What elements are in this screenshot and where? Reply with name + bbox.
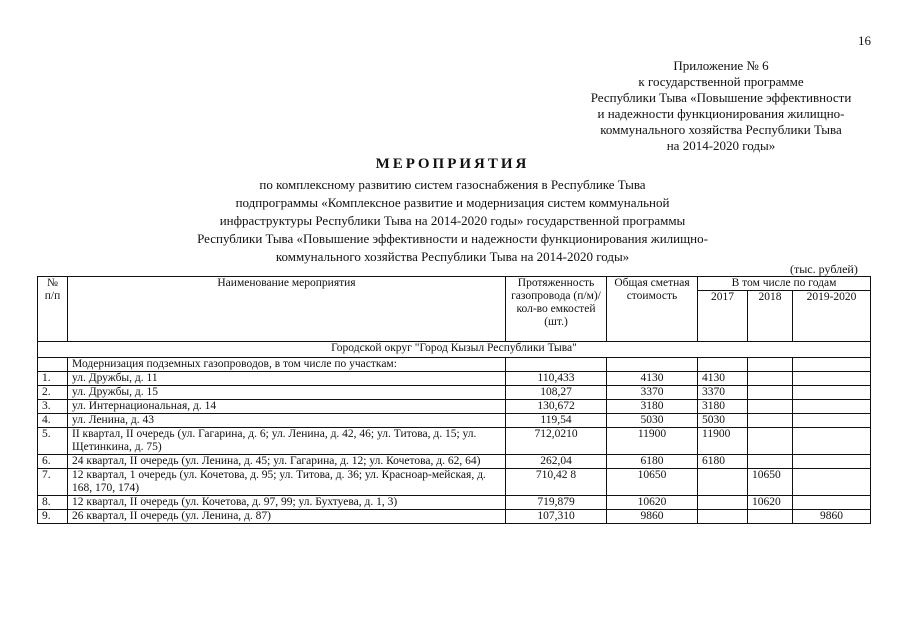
header-years-group: В том числе по годам [698, 277, 871, 291]
row-y2017: 4130 [698, 372, 748, 386]
header-year-2019-2020: 2019-2020 [793, 291, 871, 342]
row-cost: 10650 [607, 469, 698, 496]
row-num: 6. [38, 455, 68, 469]
table-row [38, 455, 871, 469]
row-num: 2. [38, 386, 68, 400]
row-cost: 3370 [607, 386, 698, 400]
appendix-line: к государственной программе [638, 74, 804, 89]
row-num: 3. [38, 400, 68, 414]
row-name: ул. Интернациональная, д. 14 [68, 400, 506, 414]
subtitle-line: подпрограммы «Комплексное развитие и модернизация систем коммунальной [235, 195, 670, 210]
row-name: 12 квартал, 1 очередь (ул. Кочетова, д. 95; ул. Титова, д. 36; ул. Красноар-мейская, д. 168, 170, 174) [68, 469, 506, 496]
row-cost: 6180 [607, 455, 698, 469]
row-name: 24 квартал, II очередь (ул. Ленина, д. 45; ул. Гагарина, д. 12; ул. Кочетова, д. 62, 64) [68, 455, 506, 469]
row-y2017: 3180 [698, 400, 748, 414]
row-y2018 [748, 455, 793, 469]
document-subtitle [90, 176, 815, 266]
row-y2018: 10650 [748, 469, 793, 496]
table-row [38, 496, 871, 510]
row-cost: 4130 [607, 372, 698, 386]
row-num: 8. [38, 496, 68, 510]
row-num: 4. [38, 414, 68, 428]
row-length: 110,433 [506, 372, 607, 386]
appendix-line: Республики Тыва «Повышение эффективности [590, 90, 852, 105]
row-length: 107,310 [506, 510, 607, 524]
subtitle-line: инфраструктуры Республики Тыва на 2014-2020 годы» государственной программы [219, 213, 686, 228]
appendix-block [560, 58, 882, 154]
row-length: 119,54 [506, 414, 607, 428]
table-row [38, 400, 871, 414]
row-y2019 [793, 372, 871, 386]
units-label: (тыс. рублей) [790, 262, 858, 276]
table-header-row [38, 277, 871, 291]
row-y2017: 5030 [698, 414, 748, 428]
subtitle-line: по комплексному развитию систем газоснабжения в Республике Тыва [259, 177, 646, 192]
row-num: 1. [38, 372, 68, 386]
row-y2018: 10620 [748, 496, 793, 510]
row-y2019 [793, 428, 871, 455]
group-title: Модернизация подземных газопроводов, в том числе по участкам: [68, 358, 506, 372]
row-y2019 [793, 386, 871, 400]
row-name: ул. Дружбы, д. 11 [68, 372, 506, 386]
row-cost: 3180 [607, 400, 698, 414]
row-cost: 5030 [607, 414, 698, 428]
row-length: 130,672 [506, 400, 607, 414]
group-y2018 [748, 358, 793, 372]
header-num: № п/п [38, 277, 68, 342]
header-name: Наименование мероприятия [68, 277, 506, 342]
row-length: 719,879 [506, 496, 607, 510]
group-y2019 [793, 358, 871, 372]
row-y2019 [793, 414, 871, 428]
row-y2017: 3370 [698, 386, 748, 400]
row-num: 5. [38, 428, 68, 455]
row-y2018 [748, 386, 793, 400]
header-year-2018: 2018 [748, 291, 793, 342]
row-name: 12 квартал, II очередь (ул. Кочетова, д. 97, 99; ул. Бухтуева, д. 1, 3) [68, 496, 506, 510]
document-title: МЕРОПРИЯТИЯ [375, 156, 530, 172]
row-name: ул. Дружбы, д. 15 [68, 386, 506, 400]
row-y2017: 11900 [698, 428, 748, 455]
row-y2018 [748, 400, 793, 414]
header-length: Протяженность газопровода (п/м)/ кол-во емкостей (шт.) [506, 277, 607, 342]
row-y2017 [698, 496, 748, 510]
row-y2017 [698, 510, 748, 524]
page-number: 16 [858, 33, 871, 48]
appendix-line: Приложение № 6 [673, 58, 769, 73]
row-y2018 [748, 372, 793, 386]
appendix-line: коммунального хозяйства Республики Тыва [600, 122, 842, 137]
group-cost [607, 358, 698, 372]
row-length: 262,04 [506, 455, 607, 469]
row-y2019 [793, 496, 871, 510]
row-y2018 [748, 510, 793, 524]
table-row [38, 414, 871, 428]
table-row [38, 372, 871, 386]
table-row [38, 510, 871, 524]
row-num: 7. [38, 469, 68, 496]
row-y2019: 9860 [793, 510, 871, 524]
section-title: Городской округ "Город Кызыл Республики Тыва" [38, 342, 871, 358]
row-y2017: 6180 [698, 455, 748, 469]
row-length: 710,42 8 [506, 469, 607, 496]
row-y2018 [748, 414, 793, 428]
row-name: ул. Ленина, д. 43 [68, 414, 506, 428]
row-length: 108,27 [506, 386, 607, 400]
row-name: 26 квартал, II очередь (ул. Ленина, д. 87) [68, 510, 506, 524]
group-row [38, 358, 871, 372]
row-cost: 10620 [607, 496, 698, 510]
appendix-line: и надежности функционирования жилищно- [597, 106, 845, 121]
group-num [38, 358, 68, 372]
table-row [38, 428, 871, 455]
row-y2019 [793, 400, 871, 414]
row-num: 9. [38, 510, 68, 524]
table-row [38, 469, 871, 496]
row-cost: 9860 [607, 510, 698, 524]
group-length [506, 358, 607, 372]
row-y2019 [793, 469, 871, 496]
header-year-2017: 2017 [698, 291, 748, 342]
header-cost: Общая сметная стоимость [607, 277, 698, 342]
row-y2017 [698, 469, 748, 496]
row-y2018 [748, 428, 793, 455]
row-name: II квартал, II очередь (ул. Гагарина, д. 6; ул. Ленина, д. 42, 46; ул. Титова, д. 15; ул. Щетинкина, д. 75) [68, 428, 506, 455]
subtitle-line: коммунального хозяйства Республики Тыва на 2014-2020 годы» [275, 249, 630, 264]
group-y2017 [698, 358, 748, 372]
section-row [38, 342, 871, 358]
subtitle-line: Республики Тыва «Повышение эффективности и надежности функционирования жилищно- [197, 231, 708, 246]
row-cost: 11900 [607, 428, 698, 455]
table-row [38, 386, 871, 400]
row-y2019 [793, 455, 871, 469]
measures-table [37, 276, 871, 524]
appendix-line: на 2014-2020 годы» [666, 138, 776, 153]
row-length: 712,0210 [506, 428, 607, 455]
